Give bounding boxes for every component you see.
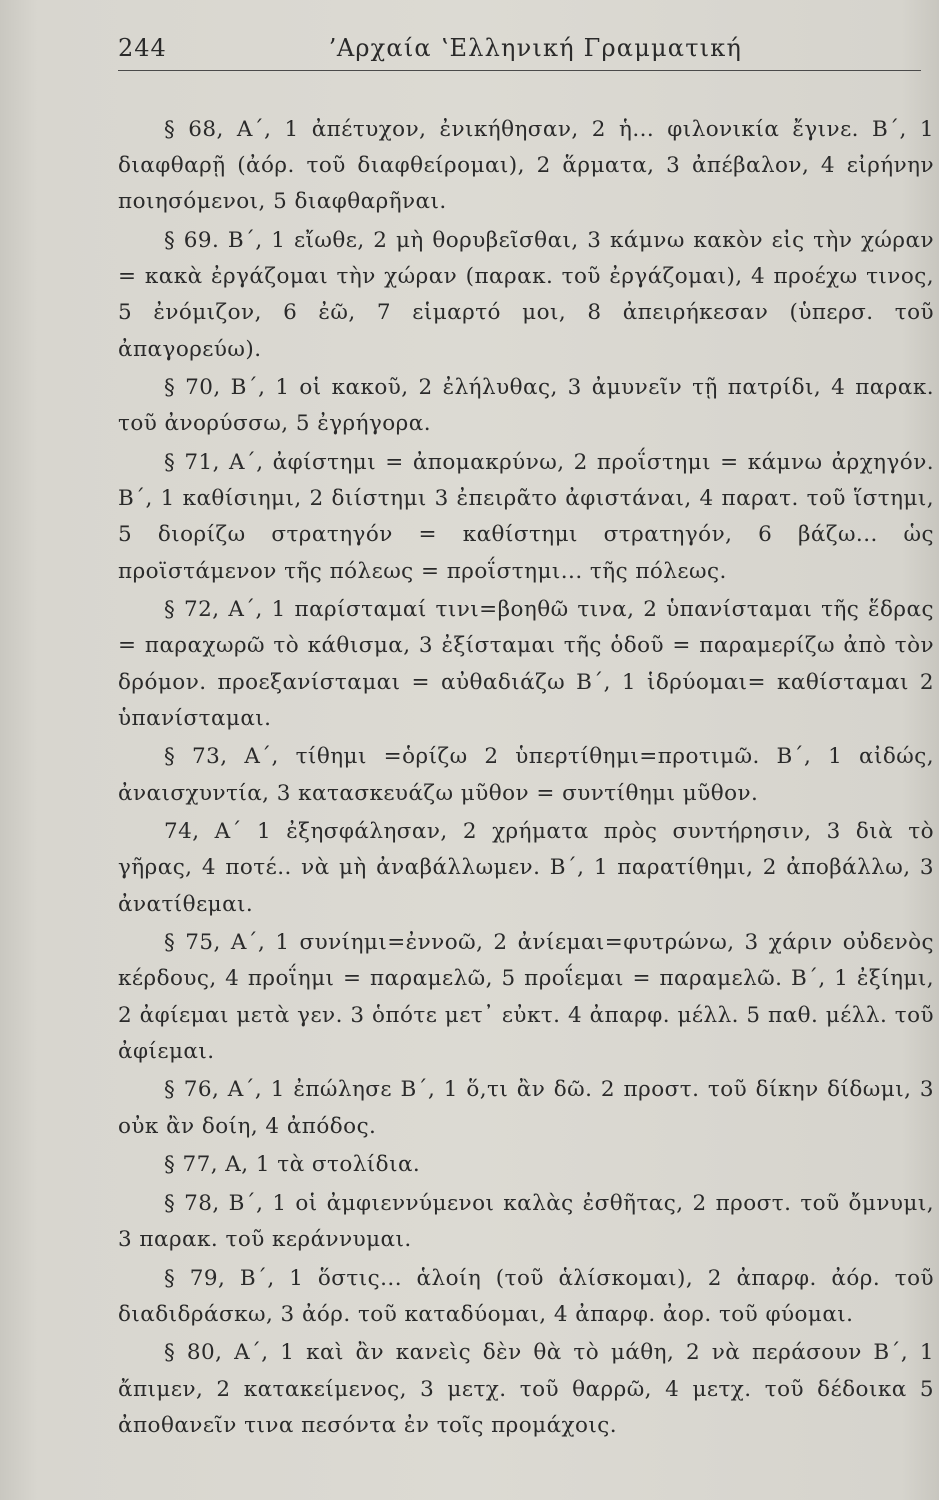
paragraph-75: § 75, Α΄, 1 συνίημι=ἐννοῶ, 2 ἀνίεμαι=φυτρώνω, 3 χάριν οὐδενὸς κέρδους, 4 προΐημι = παραμελῶ, 5 προΐεμαι = παραμελῶ. Β΄, 1 ἐξίημι, 2 ἀφίεμαι μετὰ γεν. 3 ὁπότε μετ᾽ εὐκτ. 4 ἀπαρφ. μέλλ. 5 παθ. μέλλ. τοῦ ἀφίεμαι.: [118, 930, 934, 1064]
page-header: [118, 28, 921, 71]
paragraph-79: § 79, Β΄, 1 ὅστις... ἁλοίη (τοῦ ἁλίσκομαι), 2 ἀπαρφ. ἀόρ. τοῦ διαδιδράσκω, 3 ἀόρ. τοῦ καταδύομαι, 4 ἀπαρφ. ἀορ. τοῦ φύομαι.: [118, 1265, 934, 1327]
running-title: ʼΑρχαία ʽΕλληνική Γραμματική: [328, 34, 743, 62]
page-number: 244: [118, 34, 167, 62]
paragraph-68: § 68, Α΄, 1 ἀπέτυχον, ἐνικήθησαν, 2 ἡ... φιλονικία ἔγινε. Β΄, 1 διαφθαρῇ (ἀόρ. τοῦ διαφθείρομαι), 2 ἅρματα, 3 ἀπέβαλον, 4 εἰρήνην ποιησόμενοι, 5 διαφθαρῆναι.: [118, 117, 934, 215]
paragraph-77: § 77, Α, 1 τὰ στολίδια.: [164, 1152, 421, 1178]
paragraph-69: § 69. Β΄, 1 εἴωθε, 2 μὴ θορυβεῖσθαι, 3 κάμνω κακὸν εἰς τὴν χώραν = κακὰ ἐργάζομαι τὴν χώραν (παρακ. τοῦ ἐργάζομαι), 4 προέχω τινος, 5 ἐνόμιζον, 6 ἐῶ, 7 εἱμαρτό μοι, 8 ἀπειρήκεσαν (ὑπερσ. τοῦ ἀπαγορεύω).: [118, 228, 934, 362]
paragraph-74: 74, Α΄ 1 ἐξησφάλησαν, 2 χρήματα πρὸς συντήρησιν, 3 διὰ τὸ γῆρας, 4 ποτέ.. νὰ μὴ ἀναβάλλωμεν. Β΄, 1 παρατίθημι, 2 ἀποβάλλω, 3 ἀνατίθεμαι.: [118, 819, 934, 917]
paragraph-72: § 72, Α΄, 1 παρίσταμαί τινι=βοηθῶ τινα, 2 ὑπανίσταμαι τῆς ἕδρας = παραχωρῶ τὸ κάθισμα, 3 ἐξίσταμαι τῆς ὁδοῦ = παραμερίζω ἀπὸ τὸν δρόμον. προεξανίσταμαι = αὐθαδιάζω Β΄, 1 ἱδρύομαι= καθίσταμαι 2 ὑπανίσταμαι.: [118, 597, 934, 731]
paragraph-70: § 70, Β΄, 1 οἱ κακοῦ, 2 ἐλήλυθας, 3 ἀμυνεῖν τῇ πατρίδι, 4 παρακ. τοῦ ἀνορύσσω, 5 ἐγρήγορα.: [118, 375, 934, 437]
paragraph-78: § 78, Β΄, 1 οἱ ἀμφιεννύμενοι καλὰς ἐσθῆτας, 2 προστ. τοῦ ὄμνυμι, 3 παρακ. τοῦ κεράννυμαι.: [118, 1190, 934, 1252]
paragraph-80: § 80, Α΄, 1 καὶ ἂν κανεὶς δὲν θὰ τὸ μάθη, 2 νὰ περάσουν Β΄, 1 ἄπιμεν, 2 κατακείμενος, 3 μετχ. τοῦ θαρρῶ, 4 μετχ. τοῦ δέδοικα 5 ἀποθανεῖν τινα πεσόντα ἐν τοῖς προμάχοις.: [118, 1340, 934, 1438]
paragraph-73: § 73, Α΄, τίθημι =ὁρίζω 2 ὑπερτίθημι=προτιμῶ. Β΄, 1 αἰδώς, ἀναισχυντία, 3 κατασκευάζω μῦθον = συντίθημι μῦθον.: [118, 744, 934, 806]
exercise-answers: [118, 112, 934, 1446]
paragraph-76: § 76, Α΄, 1 ἐπώλησε Β΄, 1 ὅ,τι ἂν δῶ. 2 προστ. τοῦ δίκην δίδωμι, 3 οὐκ ἂν δοίη, 4 ἀπόδος.: [118, 1077, 934, 1139]
paragraph-71: § 71, Α΄, ἀφίστημι = ἀπομακρύνω, 2 προΐστημι = κάμνω ἀρχηγόν. Β΄, 1 καθίσιημι, 2 διίστημι 3 ἐπειρᾶτο ἀφιστάναι, 4 παρατ. τοῦ ἵστημι, 5 διορίζω στρατηγόν = καθίστημι στρατηγόν, 6 βάζω... ὡς προϊστάμενον τῆς πόλεως = προΐστημι... τῆς πόλεως.: [118, 450, 934, 584]
